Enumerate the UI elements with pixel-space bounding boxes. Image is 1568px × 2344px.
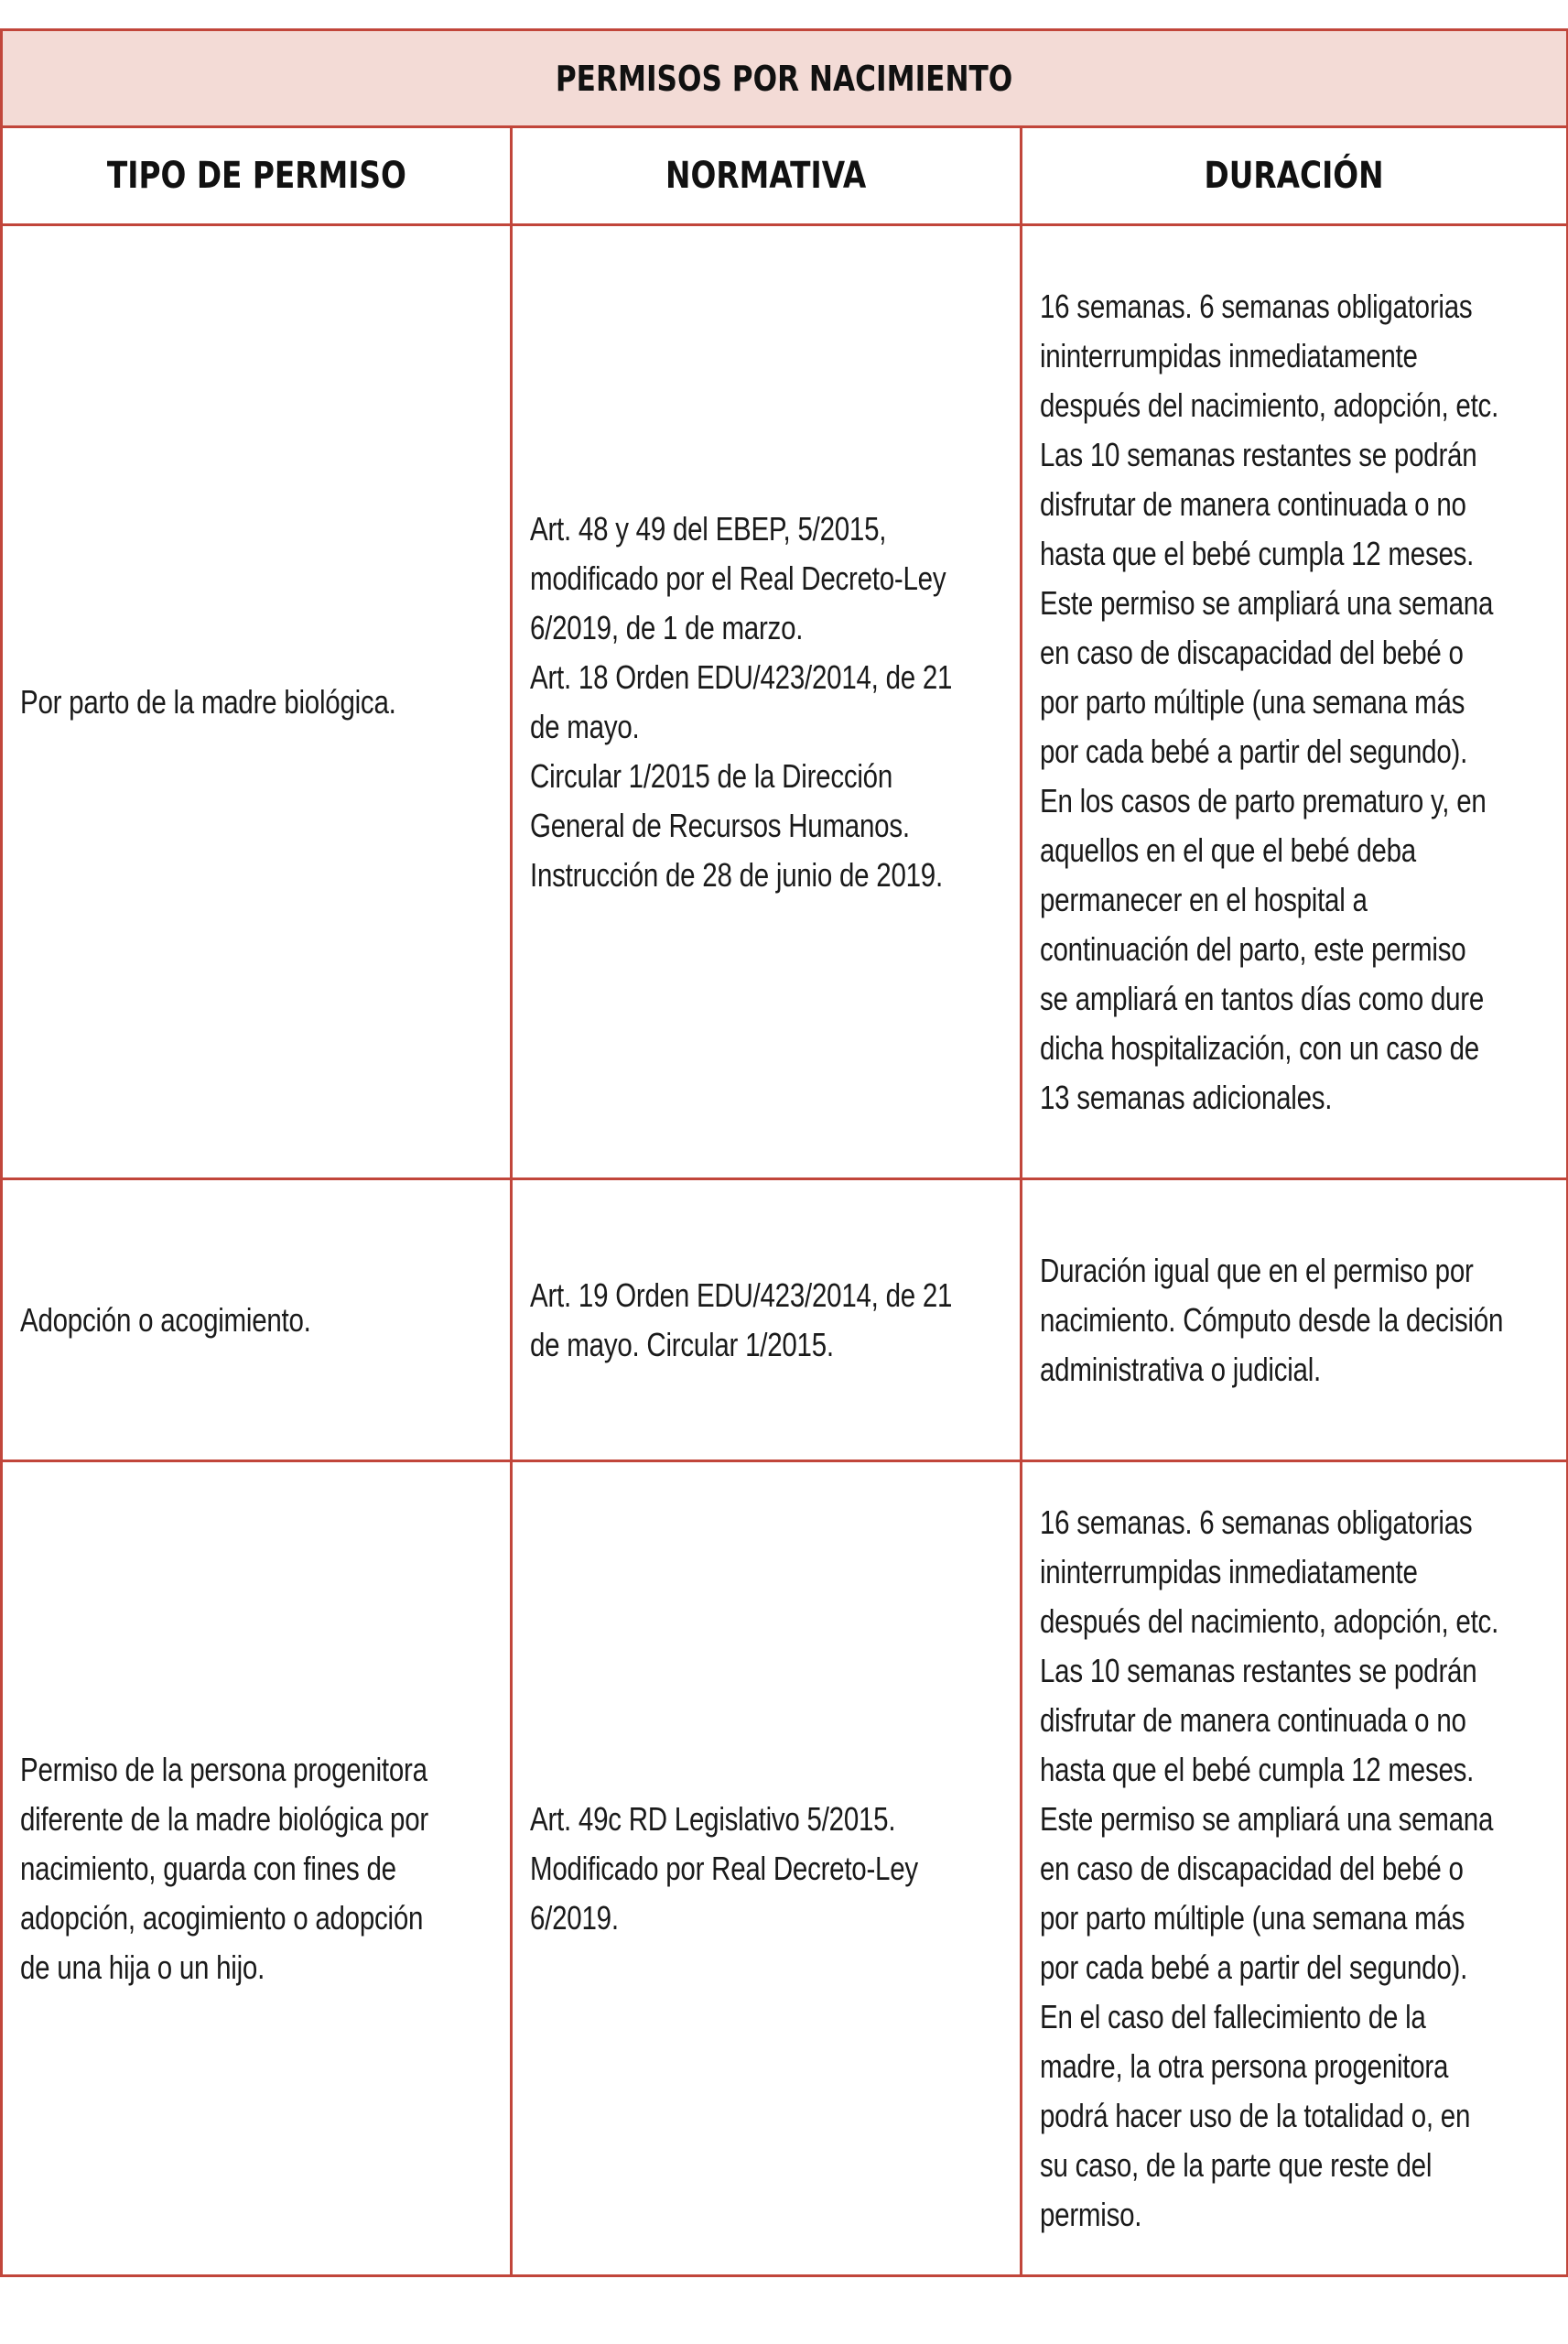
cell-text-line bbox=[530, 851, 1003, 900]
cell-text: adopción, acogimiento o adopción bbox=[20, 1898, 424, 1937]
cell-text-line bbox=[1040, 1696, 1550, 1745]
table-body bbox=[2, 225, 1568, 2276]
cell-text: Por parto de la madre biológica. bbox=[20, 682, 396, 721]
cell-text-line bbox=[20, 1943, 493, 1992]
cell-text: en caso de discapacidad del bebé o bbox=[1040, 1849, 1464, 1887]
cell-text-line bbox=[530, 653, 1003, 702]
cell-text: nacimiento. Cómputo desde la decisión bbox=[1040, 1300, 1504, 1339]
cell-text-line bbox=[1040, 1498, 1550, 1547]
cell-text-line bbox=[1040, 1646, 1550, 1696]
cell-text-line bbox=[1040, 776, 1550, 826]
cell-text: 6/2019, de 1 de marzo. bbox=[530, 608, 804, 646]
cell-text: Las 10 semanas restantes se podrán bbox=[1040, 1651, 1477, 1689]
cell-text: se ampliará en tantos días como dure bbox=[1040, 979, 1485, 1017]
cell-text: modificado por el Real Decreto-Ley bbox=[530, 559, 946, 597]
cell-duracion bbox=[1022, 225, 1568, 1179]
cell-text: 13 semanas adicionales. bbox=[1040, 1078, 1333, 1116]
cell-text-line bbox=[530, 1271, 1003, 1320]
header-tipo-de-permiso bbox=[2, 127, 512, 225]
cell-text-line bbox=[1040, 2091, 1550, 2141]
cell-text-line bbox=[1040, 1795, 1550, 1844]
cell-text-line bbox=[530, 505, 1003, 554]
cell-text-line bbox=[530, 603, 1003, 653]
cell-text: madre, la otra persona progenitora bbox=[1040, 2046, 1449, 2085]
cell-text-line bbox=[20, 1745, 493, 1795]
cell-text-line bbox=[20, 1296, 493, 1345]
cell-text: En el caso del fallecimiento de la bbox=[1040, 1997, 1426, 2035]
cell-tipo bbox=[2, 1179, 512, 1461]
cell-text: por parto múltiple (una semana más bbox=[1040, 1898, 1465, 1937]
cell-text-line bbox=[1040, 1844, 1550, 1894]
cell-text-line bbox=[1040, 282, 1550, 331]
cell-text: después del nacimiento, adopción, etc. bbox=[1040, 385, 1499, 424]
header-duracion bbox=[1022, 127, 1568, 225]
cell-text: Art. 19 Orden EDU/423/2014, de 21 bbox=[530, 1275, 953, 1314]
cell-text: Art. 18 Orden EDU/423/2014, de 21 bbox=[530, 657, 953, 696]
table-header-row bbox=[2, 127, 1568, 225]
cell-text: Art. 48 y 49 del EBEP, 5/2015, bbox=[530, 509, 887, 548]
cell-text-line bbox=[1040, 1073, 1550, 1123]
cell-text: ininterrumpidas inmediatamente bbox=[1040, 336, 1418, 374]
cell-text: Modificado por Real Decreto-Ley bbox=[530, 1849, 918, 1887]
cell-duracion bbox=[1022, 1179, 1568, 1461]
cell-text: de una hija o un hijo. bbox=[20, 1948, 265, 1986]
cell-text-line bbox=[1040, 1345, 1550, 1394]
permisos-table bbox=[0, 28, 1568, 2277]
cell-text: En los casos de parto prematuro y, en bbox=[1040, 781, 1487, 819]
cell-text: administrativa o judicial. bbox=[1040, 1350, 1321, 1388]
cell-text-line bbox=[530, 554, 1003, 603]
cell-text-line bbox=[1040, 628, 1550, 678]
cell-text: continuación del parto, este permiso bbox=[1040, 929, 1466, 968]
cell-text-line bbox=[1040, 678, 1550, 727]
cell-text-line bbox=[1040, 1597, 1550, 1646]
cell-text-line bbox=[1040, 2141, 1550, 2190]
cell-text-line bbox=[1040, 1992, 1550, 2042]
cell-text: nacimiento, guarda con fines de bbox=[20, 1849, 396, 1887]
cell-text: aquellos en el que el bebé deba bbox=[1040, 830, 1416, 869]
cell-text: Permiso de la persona progenitora bbox=[20, 1750, 427, 1788]
cell-text-line bbox=[1040, 529, 1550, 579]
cell-text-line bbox=[1040, 2190, 1550, 2240]
cell-text: Este permiso se ampliará una semana bbox=[1040, 583, 1494, 622]
cell-text: permiso. bbox=[1040, 2195, 1142, 2233]
cell-text-line bbox=[530, 752, 1003, 801]
cell-text: 16 semanas. 6 semanas obligatorias bbox=[1040, 287, 1473, 325]
cell-text-line bbox=[1040, 1024, 1550, 1073]
cell-text: permanecer en el hospital a bbox=[1040, 880, 1368, 918]
cell-text-line bbox=[1040, 1943, 1550, 1992]
cell-text: disfrutar de manera continuada o no bbox=[1040, 1700, 1466, 1739]
cell-text-line bbox=[1040, 974, 1550, 1024]
cell-text: disfrutar de manera continuada o no bbox=[1040, 484, 1466, 523]
cell-text: en caso de discapacidad del bebé o bbox=[1040, 633, 1464, 671]
cell-text-line bbox=[530, 801, 1003, 851]
cell-text-line bbox=[1040, 2042, 1550, 2091]
table-row bbox=[2, 225, 1568, 1179]
cell-text-line bbox=[1040, 826, 1550, 875]
cell-text: después del nacimiento, adopción, etc. bbox=[1040, 1601, 1499, 1640]
cell-text-line bbox=[20, 1894, 493, 1943]
cell-text-line bbox=[20, 1795, 493, 1844]
cell-text-line bbox=[530, 1844, 1003, 1894]
cell-tipo bbox=[2, 1461, 512, 2276]
cell-text-line bbox=[20, 678, 493, 727]
cell-text-line bbox=[1040, 925, 1550, 974]
cell-text-line bbox=[1040, 430, 1550, 480]
cell-text-line bbox=[530, 1894, 1003, 1943]
cell-text-line bbox=[530, 1795, 1003, 1844]
cell-text: Circular 1/2015 de la Dirección bbox=[530, 756, 893, 795]
cell-text: hasta que el bebé cumpla 12 meses. bbox=[1040, 534, 1475, 572]
cell-text-line bbox=[530, 702, 1003, 752]
cell-normativa bbox=[512, 1461, 1022, 2276]
cell-text: por cada bebé a partir del segundo). bbox=[1040, 1948, 1468, 1986]
cell-text-line bbox=[1040, 1547, 1550, 1597]
cell-text-line bbox=[1040, 1296, 1550, 1345]
cell-text: de mayo. bbox=[530, 707, 640, 745]
cell-text: Adopción o acogimiento. bbox=[20, 1300, 311, 1339]
cell-text: Las 10 semanas restantes se podrán bbox=[1040, 435, 1477, 473]
cell-text-line bbox=[1040, 579, 1550, 628]
cell-text: General de Recursos Humanos. bbox=[530, 806, 910, 844]
cell-text-line bbox=[1040, 727, 1550, 776]
cell-text-line bbox=[1040, 480, 1550, 529]
cell-text-line bbox=[1040, 1246, 1550, 1296]
cell-text: su caso, de la parte que reste del bbox=[1040, 2145, 1433, 2184]
cell-text: diferente de la madre biológica por bbox=[20, 1799, 428, 1838]
header-normativa-label: NORMATIVA bbox=[665, 155, 867, 197]
cell-text-line bbox=[1040, 1894, 1550, 1943]
cell-text: Instrucción de 28 de junio de 2019. bbox=[530, 855, 943, 894]
cell-text: ininterrumpidas inmediatamente bbox=[1040, 1552, 1418, 1590]
cell-text-line bbox=[20, 1844, 493, 1894]
cell-text-line bbox=[530, 1320, 1003, 1370]
cell-text: Este permiso se ampliará una semana bbox=[1040, 1799, 1494, 1838]
cell-text: 6/2019. bbox=[530, 1898, 619, 1937]
cell-text-line bbox=[1040, 381, 1550, 430]
cell-text-line bbox=[1040, 331, 1550, 381]
cell-text: Art. 49c RD Legislativo 5/2015. bbox=[530, 1799, 896, 1838]
cell-text: Duración igual que en el permiso por bbox=[1040, 1251, 1474, 1289]
cell-text-line bbox=[1040, 875, 1550, 925]
table-row bbox=[2, 1179, 1568, 1461]
table-title bbox=[2, 30, 1568, 127]
cell-duracion bbox=[1022, 1461, 1568, 2276]
cell-text: de mayo. Circular 1/2015. bbox=[530, 1325, 834, 1363]
cell-normativa bbox=[512, 225, 1022, 1179]
cell-text: podrá hacer uso de la totalidad o, en bbox=[1040, 2096, 1471, 2134]
cell-text: por cada bebé a partir del segundo). bbox=[1040, 732, 1468, 770]
header-tipo-label: TIPO DE PERMISO bbox=[106, 155, 406, 197]
cell-text: por parto múltiple (una semana más bbox=[1040, 682, 1465, 721]
cell-text: 16 semanas. 6 semanas obligatorias bbox=[1040, 1503, 1473, 1541]
header-normativa bbox=[512, 127, 1022, 225]
table-title-text: PERMISOS POR NACIMIENTO bbox=[556, 58, 1013, 99]
permisos-table-container bbox=[0, 28, 1566, 2277]
cell-tipo bbox=[2, 225, 512, 1179]
cell-text-line bbox=[1040, 1745, 1550, 1795]
table-title-row bbox=[2, 30, 1568, 127]
cell-normativa bbox=[512, 1179, 1022, 1461]
header-duracion-label: DURACIÓN bbox=[1204, 155, 1385, 197]
table-row bbox=[2, 1461, 1568, 2276]
cell-text: dicha hospitalización, con un caso de bbox=[1040, 1028, 1479, 1067]
cell-text: hasta que el bebé cumpla 12 meses. bbox=[1040, 1750, 1475, 1788]
